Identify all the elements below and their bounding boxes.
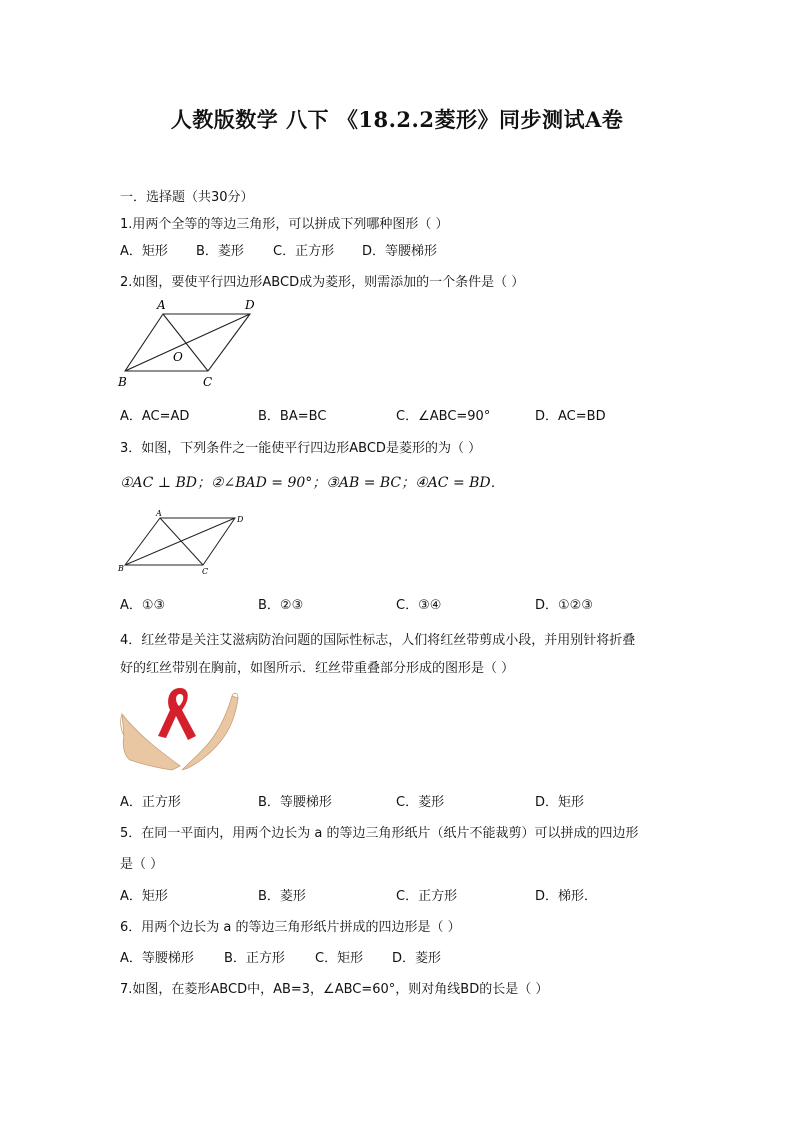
- q2-label-c: C: [203, 375, 213, 389]
- q2-parallelogram-figure: [115, 295, 265, 391]
- q3-label-a: A: [156, 509, 162, 518]
- q2-option-c: C．∠ABC=90°: [396, 409, 491, 424]
- q1-option-b: B．菱形: [196, 244, 244, 259]
- page-title: 人教版数学 八下 《18.2.2菱形》同步测试A卷: [170, 107, 624, 132]
- q3-option-a: A．①③: [120, 598, 166, 613]
- q3-label-d: D: [237, 515, 244, 524]
- q2-label-b: B: [118, 375, 127, 389]
- q6-option-b: B．正方形: [224, 951, 285, 966]
- red-ribbon-hands-image: [120, 684, 240, 772]
- question-4-stem-line-2: 好的红丝带别在胸前，如图所示．红丝带重叠部分形成的图形是（ ）: [120, 661, 515, 676]
- q2-option-b: B．BA=BC: [258, 409, 327, 424]
- q1-option-d: D．等腰梯形: [362, 244, 438, 259]
- q5-option-c: C．正方形: [396, 889, 458, 904]
- q2-option-a: A．AC=AD: [120, 409, 190, 424]
- question-2-stem: 2.如图，要使平行四边形ABCD成为菱形，则需添加的一个条件是（ ）: [120, 275, 525, 290]
- question-6-stem: 6．用两个边长为 a 的等边三角形纸片拼成的四边形是（ ）: [120, 920, 461, 935]
- q2-option-d: D．AC=BD: [535, 409, 606, 424]
- q3-option-c: C．③④: [396, 598, 442, 613]
- q3-label-b: B: [118, 564, 124, 573]
- question-7-stem: 7.如图，在菱形ABCD中，AB=3，∠ABC=60°，则对角线BD的长是（ ）: [120, 982, 549, 997]
- q3-parallelogram-figure: [115, 508, 255, 578]
- question-1-stem: 1.用两个全等的等边三角形，可以拼成下列哪种图形（ ）: [120, 217, 449, 232]
- q3-label-c: C: [202, 567, 209, 576]
- q5-option-d: D．梯形．: [535, 889, 598, 904]
- q4-option-c: C．菱形: [396, 795, 445, 810]
- q5-option-a: A．矩形: [120, 889, 168, 904]
- question-3-stem: 3．如图，下列条件之一能使平行四边形ABCD是菱形的为（ ）: [120, 441, 482, 456]
- q3-option-b: B．②③: [258, 598, 304, 613]
- q3-conditions: ①AC ⊥ BD；②∠BAD = 90°；③AB = BC；④AC = BD．: [120, 475, 505, 491]
- q6-option-d: D．菱形: [392, 951, 442, 966]
- q2-label-a: A: [157, 298, 166, 312]
- q6-option-c: C．矩形: [315, 951, 364, 966]
- q4-option-a: A．正方形: [120, 795, 181, 810]
- q3-diagonal-ac: [160, 518, 203, 565]
- q4-option-d: D．矩形: [535, 795, 585, 810]
- question-4-stem-line-1: 4．红丝带是关注艾滋病防治问题的国际性标志，人们将红丝带剪成小段，并用别针将折叠: [120, 633, 636, 648]
- q5-option-b: B．菱形: [258, 889, 306, 904]
- q2-label-o: O: [173, 350, 183, 364]
- q6-option-a: A．等腰梯形: [120, 951, 194, 966]
- q2-diagonal-ac: [163, 314, 208, 371]
- question-5-stem-line-1: 5．在同一平面内，用两个边长为 a 的等边三角形纸片（纸片不能裁剪）可以拼成的四边形: [120, 826, 639, 841]
- q1-option-c: C．正方形: [273, 244, 335, 259]
- q4-option-b: B．等腰梯形: [258, 795, 332, 810]
- question-5-stem-line-2: 是（ ）: [120, 857, 164, 872]
- red-ribbon-icon: [158, 688, 196, 740]
- q3-option-d: D．①②③: [535, 598, 593, 613]
- section-heading: 一．选择题（共30分）: [120, 190, 254, 205]
- q2-label-d: D: [245, 298, 255, 312]
- q1-option-a: A．矩形: [120, 244, 168, 259]
